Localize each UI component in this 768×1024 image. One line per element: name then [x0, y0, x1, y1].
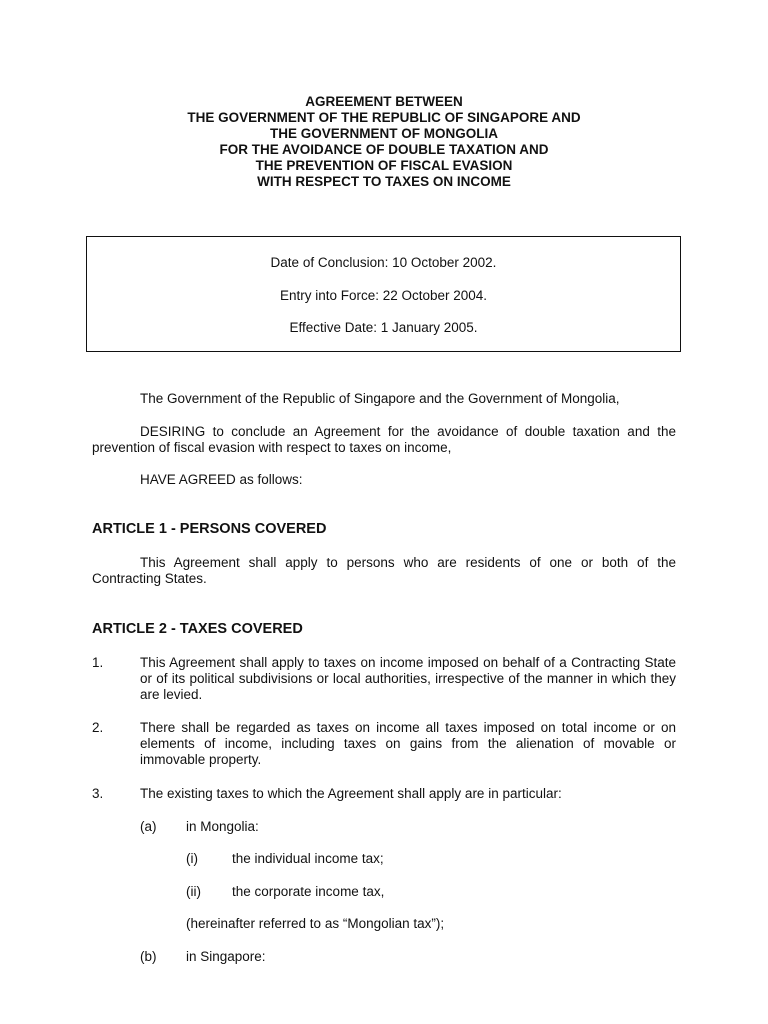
- item-text: This Agreement shall apply to taxes on income imposed on behalf of a Contracting State or of its political subdivisions or local authorities, irrespective of the manner in which they are levied.: [140, 655, 676, 702]
- title-line: THE PREVENTION OF FISCAL EVASION: [255, 158, 513, 173]
- preamble-desiring: DESIRING to conclude an Agreement for the avoidance of double taxation and the prevention of fiscal evasion with respect to taxes on income,: [92, 424, 676, 455]
- preamble-agreed: HAVE AGREED as follows:: [140, 472, 303, 487]
- title-line: THE GOVERNMENT OF THE REPUBLIC OF SINGAPORE AND: [187, 110, 581, 125]
- item-number: 1.: [92, 655, 104, 670]
- dates-box: [86, 236, 681, 352]
- date-of-conclusion: Date of Conclusion: 10 October 2002.: [270, 255, 497, 270]
- subitem-text: in Singapore:: [186, 949, 266, 964]
- article2-heading: ARTICLE 2 - TAXES COVERED: [92, 621, 303, 637]
- subitem-text: in Mongolia:: [186, 819, 259, 834]
- subitem-label: (ii): [186, 884, 201, 899]
- document-title: [92, 94, 676, 190]
- article1-heading: ARTICLE 1 - PERSONS COVERED: [92, 521, 327, 537]
- title-line: THE GOVERNMENT OF MONGOLIA: [270, 126, 498, 141]
- subitem-text: the individual income tax;: [232, 851, 384, 866]
- item-number: 3.: [92, 786, 104, 801]
- item-number: 2.: [92, 720, 104, 735]
- subitem-label: (i): [186, 851, 198, 866]
- title-line: WITH RESPECT TO TAXES ON INCOME: [257, 174, 511, 189]
- mongolian-tax-note: (hereinafter referred to as “Mongolian tax”);: [186, 916, 445, 931]
- article1-text: This Agreement shall apply to persons who are residents of one or both of the Contracting States.: [92, 555, 676, 586]
- item-text: The existing taxes to which the Agreement shall apply are in particular:: [140, 786, 562, 801]
- preamble-parties: The Government of the Republic of Singapore and the Government of Mongolia,: [140, 391, 620, 406]
- entry-into-force: Entry into Force: 22 October 2004.: [279, 288, 488, 303]
- subitem-label: (b): [140, 949, 157, 964]
- effective-date: Effective Date: 1 January 2005.: [289, 320, 478, 335]
- title-line: AGREEMENT BETWEEN: [305, 94, 463, 109]
- title-line: FOR THE AVOIDANCE OF DOUBLE TAXATION AND: [219, 142, 549, 157]
- item-text: There shall be regarded as taxes on income all taxes imposed on total income or on elements of income, including taxes on gains from the alienation of movable or immovable property.: [140, 720, 676, 767]
- subitem-label: (a): [140, 819, 157, 834]
- subitem-text: the corporate income tax,: [232, 884, 385, 899]
